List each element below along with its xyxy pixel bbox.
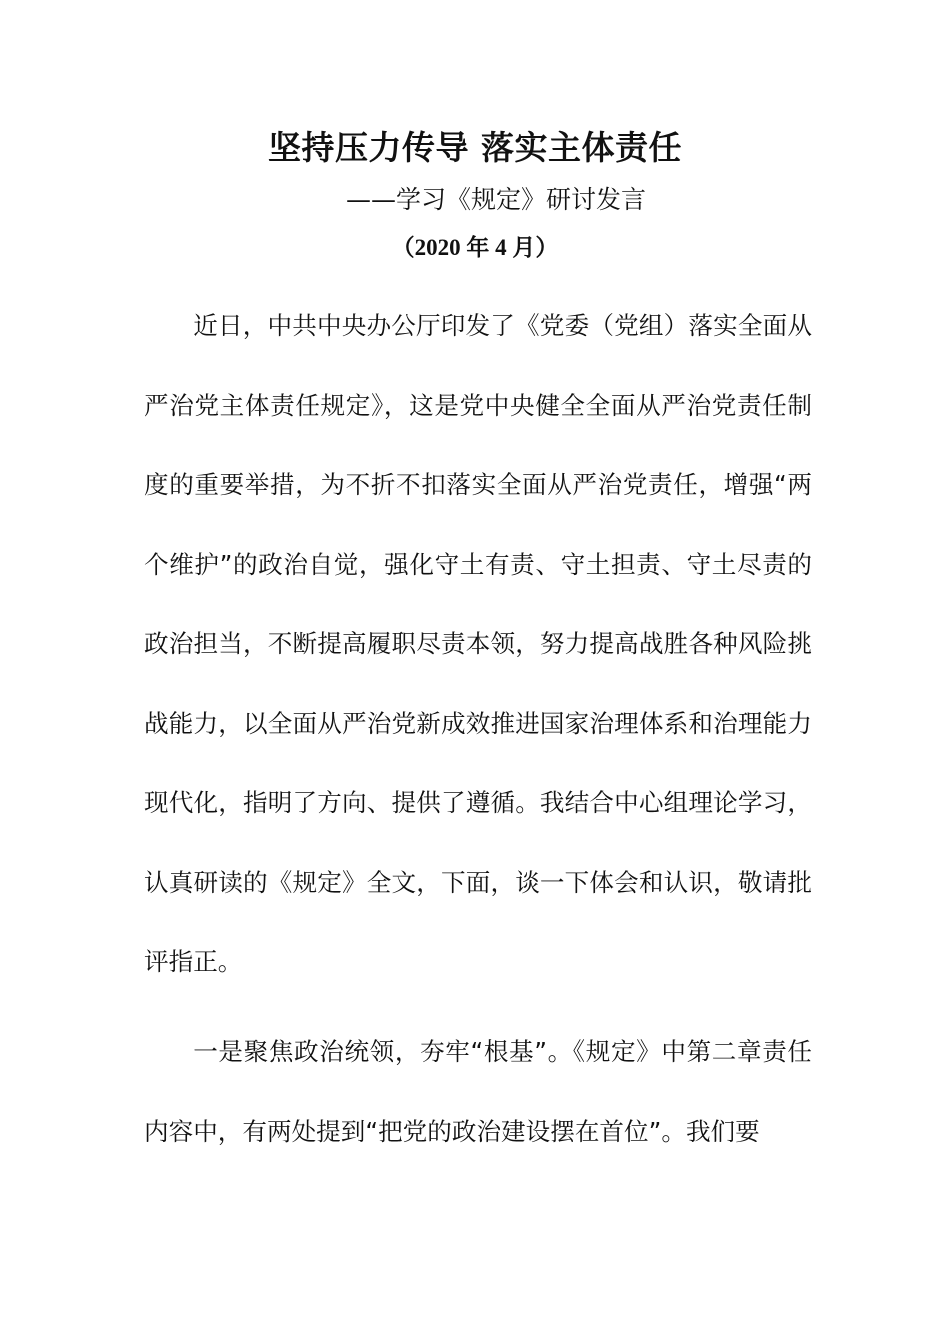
document-title: 坚持压力传导 落实主体责任: [268, 128, 682, 167]
body-paragraph: 一是聚焦政治统领，夯牢“根基”。《规定》中第二章责任内容中，有两处提到“把党的政治建设摆在首位”。我们要: [144, 1037, 812, 1146]
document-date: （2020 年 4 月）: [391, 235, 559, 260]
body-paragraph: 近日，中共中央办公厅印发了《党委（党组）落实全面从严治党主体责任规定》，这是党中央健全全面从严治党责任制度的重要举措，为不折不扣落实全面从严治党责任，增强“两个维护”的政治自觉，强化守土有责、守土担责、守土尽责的政治担当，不断提高履职尽责本领，努力提高战胜各种风险挑战能力，以全面从严治党新成效推进国家治理体系和治理能力现代化，指明了方向、提供了遵循。我结合中心组理论学习，认真研读的《规定》全文，下面，谈一下体会和认识，敬请批评指正。: [144, 311, 812, 976]
document-subtitle: ——学习《规定》研讨发言: [346, 185, 647, 214]
